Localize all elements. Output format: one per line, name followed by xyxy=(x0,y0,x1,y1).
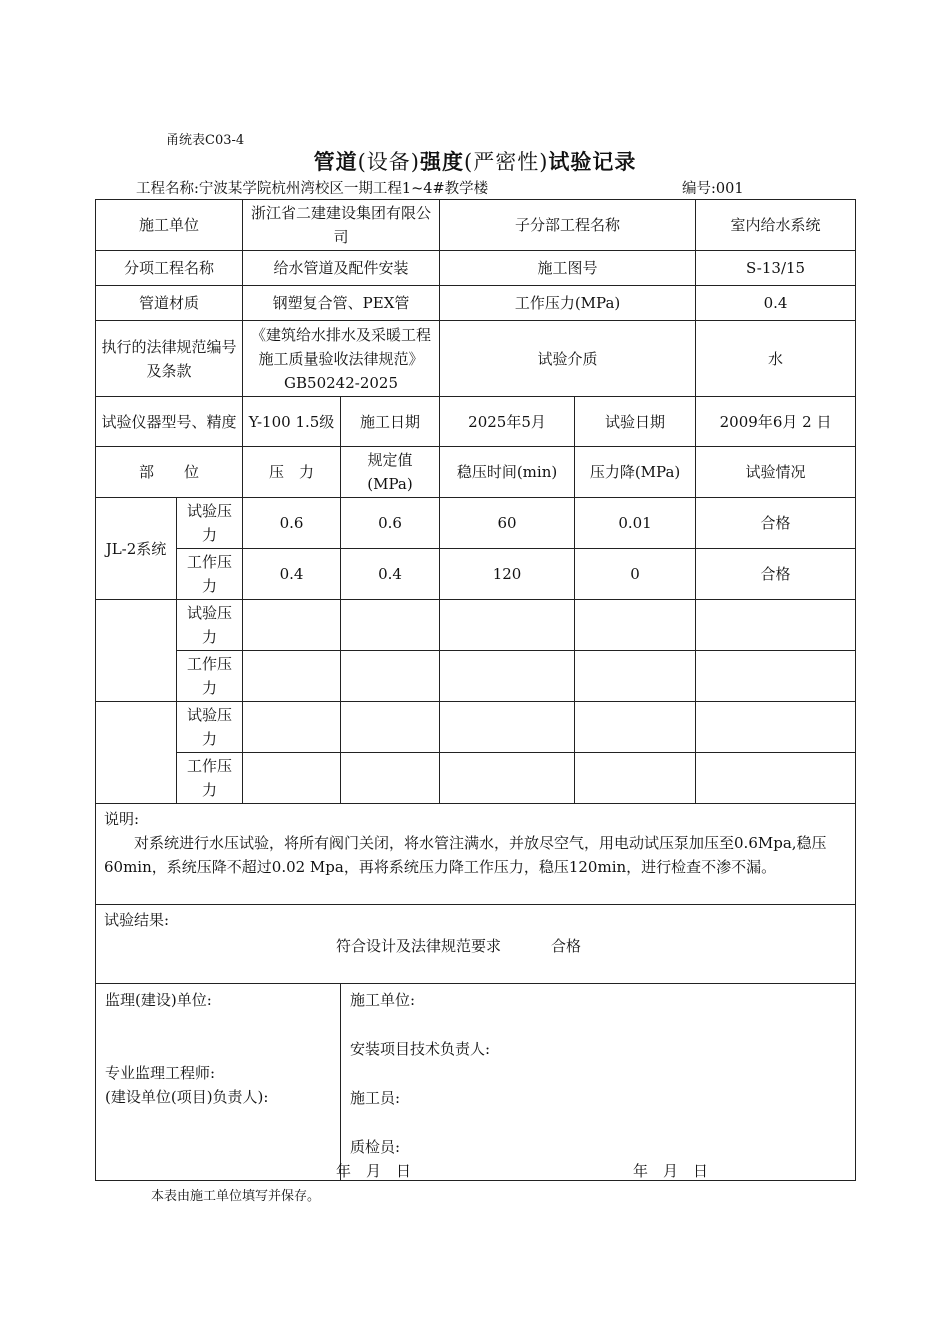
col-pressure-drop: 压力降(MPa) xyxy=(575,447,696,498)
result-label: 试验结果: xyxy=(104,911,170,929)
result-text: 符合设计及法律规范要求 xyxy=(336,937,502,955)
test-pressure-label: 试验压力 xyxy=(177,702,243,753)
test-pressure-cell: 0.6 xyxy=(243,498,341,549)
unit-value: 浙江省二建建设集团有限公司 xyxy=(243,200,440,251)
test-pressure-label: 试验压力 xyxy=(177,600,243,651)
result-cell xyxy=(96,905,856,984)
medium-label: 试验介质 xyxy=(440,321,696,397)
serial-line xyxy=(682,177,744,198)
sub-project-value: 室内给水系统 xyxy=(696,200,856,251)
test-date-label: 试验日期 xyxy=(575,397,696,447)
item-label: 分项工程名称 xyxy=(96,251,243,286)
construction-sign-cell xyxy=(341,984,856,1181)
system-name: JL-2系统 xyxy=(96,498,177,600)
item-value: 给水管道及配件安装 xyxy=(243,251,440,286)
empty-cell xyxy=(440,753,575,804)
title-part-2: 强度 xyxy=(420,150,464,174)
empty-system-cell xyxy=(96,702,177,804)
standard-label: 执行的法律规范编号及条款 xyxy=(96,321,243,397)
empty-cell xyxy=(696,651,856,702)
supervisor-engineer-label: 专业监理工程师: xyxy=(105,1064,216,1082)
construction-date-label: 施工日期 xyxy=(341,397,440,447)
construction-unit-label: 施工单位: xyxy=(350,991,416,1009)
table-row xyxy=(96,753,856,804)
work-result-cell: 合格 xyxy=(696,549,856,600)
title-part-1: 管道 xyxy=(313,150,358,174)
standard-value: 《建筑给水排水及采暖工程施工质量验收法律规范》GB50242-2025 xyxy=(243,321,440,397)
table-row xyxy=(96,549,856,600)
supervisor-unit-label: 监理(建设)单位: xyxy=(105,991,212,1009)
material-label: 管道材质 xyxy=(96,286,243,321)
inspector-label: 质检员: xyxy=(350,1138,401,1156)
record-table xyxy=(95,199,856,1181)
table-row xyxy=(96,702,856,753)
empty-cell xyxy=(243,651,341,702)
material-value: 钢塑复合管、PEX管 xyxy=(243,286,440,321)
empty-cell xyxy=(575,702,696,753)
construction-date-value: 2025年5月 xyxy=(440,397,575,447)
work-pressure-label: 工作压力(MPa) xyxy=(440,286,696,321)
left-date: 年 月 日 xyxy=(336,1162,412,1180)
col-hold-time: 稳压时间(min) xyxy=(440,447,575,498)
test-date-value: 2009年6月 2 日 xyxy=(696,397,856,447)
tech-lead-label: 安装项目技术负责人: xyxy=(350,1040,491,1058)
empty-cell xyxy=(341,702,440,753)
work-spec-cell: 0.4 xyxy=(341,549,440,600)
title-part-3: 试验记录 xyxy=(548,150,637,174)
empty-cell xyxy=(575,600,696,651)
empty-cell xyxy=(243,753,341,804)
serial-number: 001 xyxy=(715,181,744,197)
medium-value: 水 xyxy=(696,321,856,397)
serial-label: 编号: xyxy=(682,181,716,197)
page-title xyxy=(0,146,950,176)
owner-rep-label: (建设单位(项目)负责人): xyxy=(105,1088,269,1106)
empty-cell xyxy=(575,651,696,702)
empty-cell xyxy=(440,702,575,753)
work-pressure-value: 0.4 xyxy=(696,286,856,321)
test-result-cell: 合格 xyxy=(696,498,856,549)
col-spec-value: 规定值(MPa) xyxy=(341,447,440,498)
empty-cell xyxy=(696,753,856,804)
empty-cell xyxy=(341,753,440,804)
test-spec-cell: 0.6 xyxy=(341,498,440,549)
col-part: 部 位 xyxy=(96,447,243,498)
empty-cell xyxy=(575,753,696,804)
notes-text: 对系统进行水压试验，将所有阀门关闭，将水管注满水，并放尽空气，用电动试压泵加压至0.6Mpa,稳压60min，系统压降不超过0.02 Mpa，再将系统压力降工作压力，稳压120min，进行检查不渗不漏。 xyxy=(104,834,827,876)
test-time-cell: 60 xyxy=(440,498,575,549)
notes-cell xyxy=(96,804,856,905)
test-pressure-label: 试验压力 xyxy=(177,498,243,549)
drawing-value: S-13/15 xyxy=(696,251,856,286)
project-name: 宁波某学院杭州湾校区一期工程1~4#教学楼 xyxy=(198,181,489,197)
work-drop-cell: 0 xyxy=(575,549,696,600)
col-pressure: 压 力 xyxy=(243,447,341,498)
work-pressure-cell: 0.4 xyxy=(243,549,341,600)
test-drop-cell: 0.01 xyxy=(575,498,696,549)
table-row xyxy=(96,498,856,549)
empty-cell xyxy=(341,600,440,651)
work-pressure-row-label: 工作压力 xyxy=(177,549,243,600)
table-row xyxy=(96,651,856,702)
empty-cell xyxy=(440,651,575,702)
empty-cell xyxy=(341,651,440,702)
empty-cell xyxy=(440,600,575,651)
instrument-label: 试验仪器型号、精度 xyxy=(96,397,243,447)
form-code: 甬统表C03-4 xyxy=(166,133,245,148)
result-verdict: 合格 xyxy=(551,937,582,955)
empty-cell xyxy=(243,600,341,651)
footer-note: 本表由施工单位填写并保存。 xyxy=(151,1189,321,1204)
title-paren-2: (严密性) xyxy=(464,150,549,174)
table-row xyxy=(96,600,856,651)
work-time-cell: 120 xyxy=(440,549,575,600)
title-paren-1: (设备) xyxy=(357,150,420,174)
col-result: 试验情况 xyxy=(696,447,856,498)
sub-project-label: 子分部工程名称 xyxy=(440,200,696,251)
project-label: 工程名称: xyxy=(136,181,199,197)
unit-label: 施工单位 xyxy=(96,200,243,251)
right-date: 年 月 日 xyxy=(633,1162,709,1180)
project-line xyxy=(136,177,488,198)
result-line xyxy=(104,934,847,958)
drawing-label: 施工图号 xyxy=(440,251,696,286)
work-pressure-row-label: 工作压力 xyxy=(177,651,243,702)
notes-label: 说明: xyxy=(104,810,140,828)
instrument-value: Y-100 1.5级 xyxy=(243,397,341,447)
worker-label: 施工员: xyxy=(350,1089,401,1107)
empty-system-cell xyxy=(96,600,177,702)
empty-cell xyxy=(696,702,856,753)
empty-cell xyxy=(243,702,341,753)
empty-cell xyxy=(696,600,856,651)
work-pressure-row-label: 工作压力 xyxy=(177,753,243,804)
